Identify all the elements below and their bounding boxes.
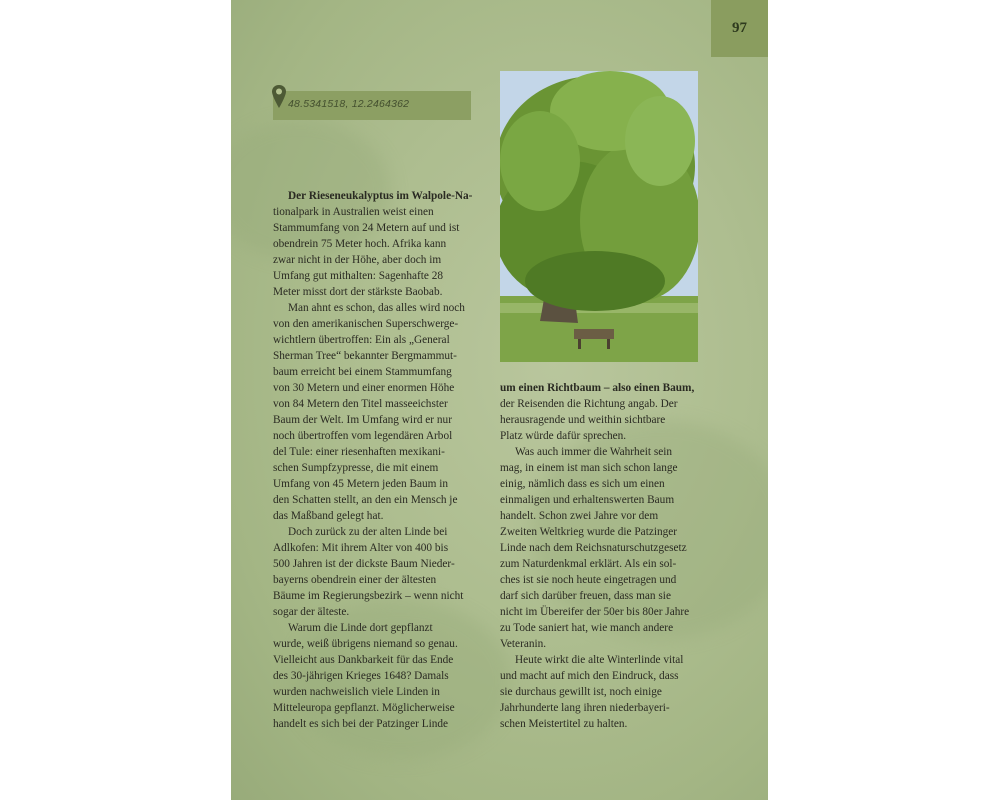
text-line: ches ist sie noch heute eingetragen und xyxy=(500,574,677,586)
text-line: Veteranin. xyxy=(500,638,547,650)
text-line: wurden nachweislich viele Linden in xyxy=(273,686,440,698)
paragraph xyxy=(273,300,473,316)
text-line: wichtlern übertroffen: Ein als „General xyxy=(273,334,450,346)
text-line: das Maßband gelegt hat. xyxy=(273,510,384,522)
paragraph xyxy=(273,316,473,524)
text-line: Zweiten Weltkrieg wurde die Patzinger xyxy=(500,526,678,538)
text-line: wurde, weiß übrigens niemand so genau. xyxy=(273,638,458,650)
text-line: Was auch immer die Wahrheit sein xyxy=(515,446,673,458)
gps-coordinates: 48.5341518, 12.2464362 xyxy=(288,98,410,110)
text-line: Umfang gut mithalten: Sagenhafte 28 xyxy=(273,270,444,282)
text-line: Warum die Linde dort gepflanzt xyxy=(288,622,433,634)
page-number-box xyxy=(711,0,768,57)
text-line: obendrein 75 Meter hoch. Afrika kann xyxy=(273,238,447,250)
paragraph xyxy=(500,668,700,732)
text-line: mag, in einem ist man sich schon lange xyxy=(500,462,678,474)
text-line: tionalpark in Australien weist einen xyxy=(273,206,434,218)
text-line: Linde nach dem Reichsnaturschutzgesetz xyxy=(500,542,687,554)
text-line: von 84 Metern den Titel masseeichster xyxy=(273,398,448,410)
text-line: von 30 Metern und einer enormen Höhe xyxy=(273,382,455,394)
paragraph xyxy=(500,380,700,444)
text-line: Umfang von 45 Metern jeden Baum in xyxy=(273,478,449,490)
text-line: noch übertroffen vom legendären Arbol xyxy=(273,430,453,442)
paragraph xyxy=(273,540,473,620)
paragraph xyxy=(500,652,700,668)
text-line: des 30-jährigen Krieges 1648? Damals xyxy=(273,670,449,682)
paragraph xyxy=(500,444,700,460)
text-line: schen Sumpfzypresse, die mit einem xyxy=(273,462,439,474)
page-number: 97 xyxy=(732,20,747,36)
text-line: Vielleicht aus Dankbarkeit für das Ende xyxy=(273,654,454,666)
paragraph xyxy=(273,620,473,636)
text-column-left xyxy=(273,188,473,732)
linden-tree-image xyxy=(500,71,698,362)
text-line: Bäume im Regierungsbezirk – wenn nicht xyxy=(273,590,464,602)
text-line: Heute wirkt die alte Winterlinde vital xyxy=(515,654,684,666)
text-line: Adlkofen: Mit ihrem Alter von 400 bis xyxy=(273,542,449,554)
text-line: darf sich darüber freuen, dass man sie xyxy=(500,590,671,602)
text-line: zwar nicht in der Höhe, aber doch im xyxy=(273,254,442,266)
book-page xyxy=(231,0,768,800)
text-line: Baum der Welt. Im Umfang wird er nur xyxy=(273,414,452,426)
text-line: zum Naturdenkmal erklärt. Als ein sol- xyxy=(500,558,677,570)
text-line: herausragende und weithin sichtbare xyxy=(500,414,666,426)
text-line: 500 Jahren ist der dickste Baum Nieder- xyxy=(273,558,455,570)
text-line: den Schatten stellt, an den ein Mensch je xyxy=(273,494,458,506)
paragraph xyxy=(273,524,473,540)
lead-in-text: um einen Richtbaum – also einen Baum, xyxy=(500,382,695,394)
text-line: Doch zurück zu der alten Linde bei xyxy=(288,526,448,538)
text-line: baum erreicht bei einem Stammumfang xyxy=(273,366,452,378)
lead-in-text: Der Rieseneukalyptus im Walpole-Na- xyxy=(288,190,473,202)
text-line: der Reisenden die Richtung angab. Der xyxy=(500,398,678,410)
text-line: Sherman Tree“ bekannter Bergmammut- xyxy=(273,350,457,362)
text-line: Meter misst dort der stärkste Baobab. xyxy=(273,286,443,298)
text-line: einig, nämlich dass es sich um einen xyxy=(500,478,665,490)
text-line: bayerns obendrein einer der ältesten xyxy=(273,574,437,586)
paragraph xyxy=(273,636,473,732)
text-line: schen Meistertitel zu halten. xyxy=(500,718,628,730)
text-line: Stammumfang von 24 Metern auf und ist xyxy=(273,222,460,234)
text-line: Platz würde dafür sprechen. xyxy=(500,430,627,442)
text-line: sogar der älteste. xyxy=(273,606,350,618)
tree-photo xyxy=(500,71,698,362)
text-line: nicht im Übereifer der 50er bis 80er Jahre xyxy=(500,606,690,618)
map-pin-icon xyxy=(271,84,287,110)
text-line: handelt. Schon zwei Jahre vor dem xyxy=(500,510,659,522)
text-line: del Tule: einer riesenhaften mexikani- xyxy=(273,446,445,458)
text-line: zu Tode saniert hat, wie manch andere xyxy=(500,622,674,634)
text-line: und macht auf mich den Eindruck, dass xyxy=(500,670,679,682)
paragraph xyxy=(273,188,473,220)
text-line: sie durchaus gewillt ist, noch einige xyxy=(500,686,662,698)
text-line: Jahrhunderte lang ihren niederbayeri- xyxy=(500,702,670,714)
text-line: einmaligen und erhaltenswerten Baum xyxy=(500,494,675,506)
text-column-right xyxy=(500,380,700,732)
paragraph xyxy=(273,220,473,300)
text-line: Man ahnt es schon, das alles wird noch xyxy=(288,302,465,314)
text-line: handelt es sich bei der Patzinger Linde xyxy=(273,718,449,730)
paragraph xyxy=(500,460,700,652)
text-line: Mitteleuropa gepflanzt. Möglicherweise xyxy=(273,702,455,714)
text-line: von den amerikanischen Superschwerge- xyxy=(273,318,459,330)
